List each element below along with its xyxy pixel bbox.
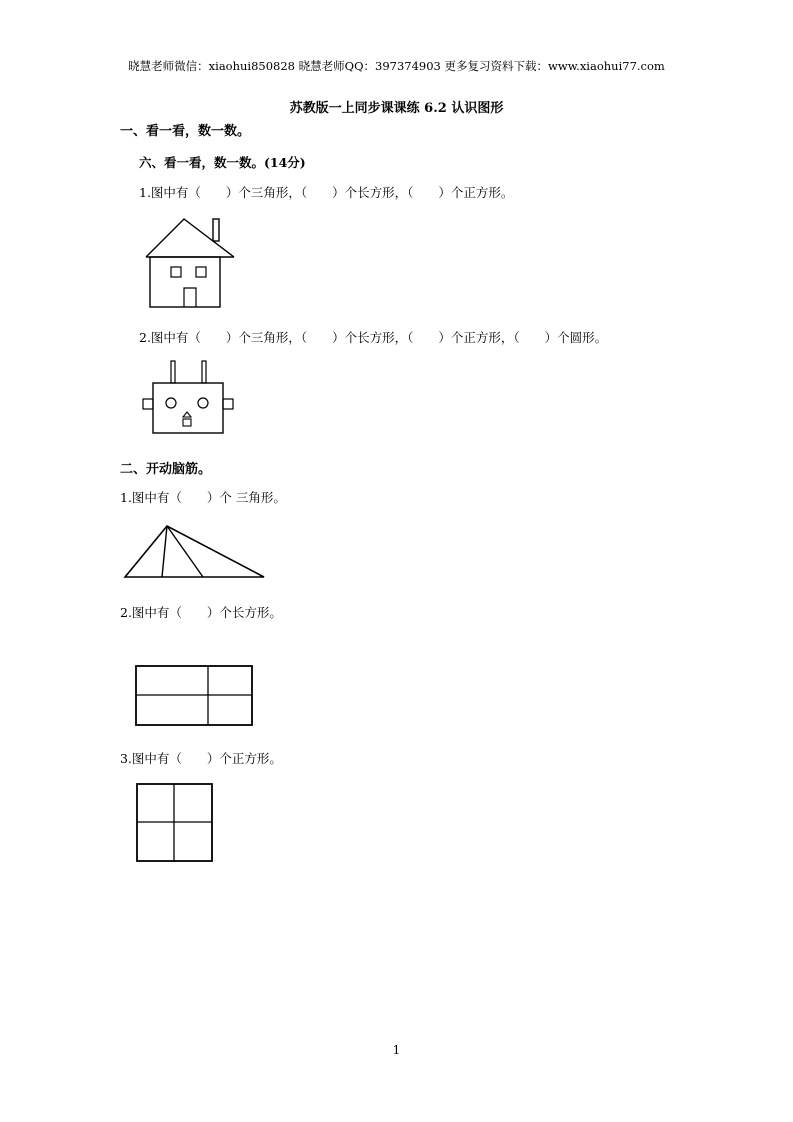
page-header: 晓慧老师微信：xiaohui850828 晓慧老师QQ：397374903 更多复习资料下载：www.xiaohui77.com bbox=[128, 59, 665, 73]
question-2-2: 2.图中有（ ）个长方形。 bbox=[120, 605, 282, 620]
section-2-heading: 二、开动脑筋。 bbox=[120, 462, 212, 477]
question-2-3: 3.图中有（ ）个正方形。 bbox=[120, 751, 282, 766]
section-1-heading: 一、看一看，数一数。 bbox=[120, 124, 251, 139]
question-1-2: 2.图中有（ ）个三角形，（ ）个长方形，（ ）个正方形，（ ）个圆形。 bbox=[139, 330, 608, 345]
page-title: 苏教版一上同步课课练 6.2 认识图形 bbox=[289, 101, 504, 116]
question-2-1: 1.图中有（ ）个 三角形。 bbox=[120, 490, 286, 505]
question-1-1: 1.图中有（ ）个三角形，（ ）个长方形，（ ）个正方形。 bbox=[139, 185, 514, 200]
page-number: 1 bbox=[392, 1043, 401, 1057]
section-1-subheading: 六、看一看，数一数。(14分) bbox=[139, 155, 306, 170]
